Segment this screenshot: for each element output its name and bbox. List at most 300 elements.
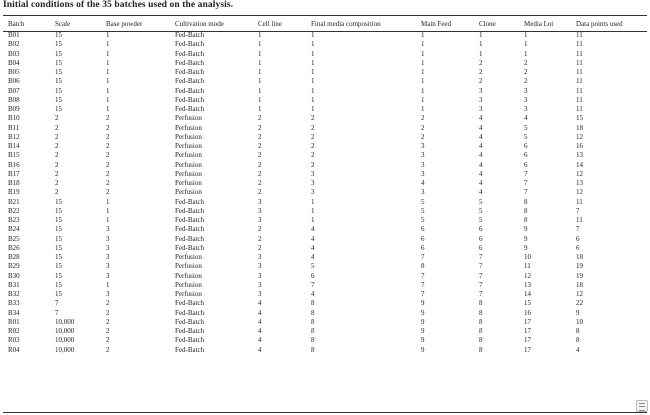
- cell-data-points-used: 11: [576, 40, 583, 49]
- cell-final-media-composition: 8: [311, 336, 315, 345]
- cell-scale: 15: [55, 206, 62, 215]
- cell-media-lot: 17: [524, 327, 531, 335]
- cell-base-powder: 1: [106, 197, 110, 206]
- cell-main-feed: 1: [421, 58, 425, 67]
- cell-scale: 15: [55, 31, 62, 39]
- cell-base-powder: 2: [106, 317, 110, 326]
- cell-batch: B01: [8, 31, 20, 39]
- cell-media-lot: 17: [524, 336, 531, 345]
- cell-cultivation-mode: Fed-Batch: [175, 105, 205, 113]
- cell-main-feed: 9: [421, 336, 425, 345]
- cell-media-lot: 4: [524, 114, 528, 123]
- bottom-rule: [3, 412, 647, 413]
- table-row: [3, 272, 647, 281]
- cell-media-lot: 3: [524, 86, 528, 95]
- cell-clone: 1: [479, 31, 483, 39]
- cell-main-feed: 1: [421, 105, 425, 113]
- cell-base-powder: 2: [106, 336, 110, 345]
- cell-scale: 15: [55, 77, 62, 86]
- cell-batch: B06: [8, 77, 20, 86]
- cell-media-lot: 16: [524, 308, 531, 317]
- table-row: [3, 59, 647, 68]
- cell-cultivation-mode: Fed-Batch: [175, 234, 205, 243]
- table-row: [3, 327, 647, 336]
- cell-cultivation-mode: Fed-Batch: [175, 317, 205, 326]
- cell-clone: 3: [479, 95, 483, 104]
- cell-data-points-used: 11: [576, 216, 583, 224]
- cell-clone: 8: [479, 308, 483, 317]
- cell-data-points-used: 6: [576, 243, 580, 252]
- cell-cultivation-mode: Fed-Batch: [175, 243, 205, 252]
- cell-media-lot: 1: [524, 49, 528, 58]
- cell-scale: 2: [55, 188, 59, 197]
- cell-clone: 2: [479, 68, 483, 76]
- cell-data-points-used: 13: [576, 179, 583, 187]
- cell-base-powder: 2: [106, 169, 110, 178]
- cell-data-points-used: 11: [576, 95, 583, 104]
- cell-batch: B03: [8, 49, 20, 58]
- cell-media-lot: 1: [524, 40, 528, 49]
- table-row: [3, 318, 647, 327]
- cell-base-powder: 2: [106, 327, 110, 335]
- cell-media-lot: 8: [524, 206, 528, 215]
- cell-clone: 4: [479, 142, 483, 150]
- cell-scale: 15: [55, 197, 62, 206]
- cell-data-points-used: 22: [576, 299, 583, 308]
- cell-cell-line: 1: [258, 86, 262, 95]
- cell-main-feed: 1: [421, 68, 425, 76]
- header-data-points-used: Data points used: [576, 19, 623, 28]
- cell-clone: 4: [479, 179, 483, 187]
- cell-data-points-used: 19: [576, 271, 583, 280]
- cell-scale: 15: [55, 253, 62, 261]
- cell-media-lot: 13: [524, 280, 531, 289]
- cell-main-feed: 2: [421, 123, 425, 132]
- cell-scale: 15: [55, 216, 62, 224]
- cell-final-media-composition: 2: [311, 114, 315, 123]
- cell-base-powder: 3: [106, 225, 110, 234]
- batches-table: [3, 17, 647, 355]
- table-row: [3, 309, 647, 318]
- table-row: [3, 77, 647, 86]
- cell-cell-line: 3: [258, 271, 262, 280]
- cell-media-lot: 9: [524, 243, 528, 252]
- table-row: [3, 105, 647, 114]
- cell-batch: B04: [8, 58, 20, 67]
- cell-batch: B09: [8, 105, 20, 113]
- cell-cell-line: 4: [258, 317, 262, 326]
- cell-media-lot: 3: [524, 105, 528, 113]
- top-rule: [3, 15, 647, 16]
- cell-scale: 15: [55, 243, 62, 252]
- table-row: [3, 30, 647, 40]
- cell-media-lot: 2: [524, 77, 528, 86]
- cell-cultivation-mode: Fed-Batch: [175, 336, 205, 345]
- cell-scale: 2: [55, 160, 59, 169]
- cell-final-media-composition: 1: [311, 58, 315, 67]
- cell-data-points-used: 18: [576, 253, 583, 261]
- table-row: [3, 170, 647, 179]
- cell-cell-line: 3: [258, 206, 262, 215]
- cell-cell-line: 1: [258, 58, 262, 67]
- table-row: [3, 225, 647, 234]
- cell-cell-line: 4: [258, 345, 262, 354]
- cell-base-powder: 1: [106, 105, 110, 113]
- cell-cultivation-mode: Fed-Batch: [175, 58, 205, 67]
- cell-final-media-composition: 4: [311, 225, 315, 234]
- cell-base-powder: 3: [106, 262, 110, 271]
- header-media-lot: Media Lot: [524, 19, 554, 28]
- cell-cell-line: 4: [258, 308, 262, 317]
- cell-data-points-used: 18: [576, 123, 583, 132]
- header-cell-line: Cell line: [258, 19, 282, 28]
- table-row: [3, 124, 647, 133]
- table-row: [3, 299, 647, 308]
- cell-cultivation-mode: Fed-Batch: [175, 206, 205, 215]
- cell-cell-line: 2: [258, 169, 262, 178]
- cell-media-lot: 6: [524, 142, 528, 150]
- cell-main-feed: 5: [421, 206, 425, 215]
- cell-cell-line: 2: [258, 142, 262, 150]
- cell-media-lot: 2: [524, 58, 528, 67]
- cell-cell-line: 4: [258, 336, 262, 345]
- cell-scale: 10,000: [55, 345, 75, 354]
- cell-base-powder: 2: [106, 188, 110, 197]
- cell-cultivation-mode: Fed-Batch: [175, 225, 205, 234]
- cell-cultivation-mode: Perfusion: [175, 179, 202, 187]
- cell-data-points-used: 6: [576, 234, 580, 243]
- cell-data-points-used: 11: [576, 86, 583, 95]
- cell-cell-line: 4: [258, 327, 262, 335]
- cell-final-media-composition: 2: [311, 123, 315, 132]
- cell-clone: 2: [479, 77, 483, 86]
- cell-cell-line: 3: [258, 280, 262, 289]
- cell-scale: 15: [55, 290, 62, 298]
- cell-final-media-composition: 1: [311, 77, 315, 86]
- cell-base-powder: 1: [106, 49, 110, 58]
- cell-data-points-used: 12: [576, 132, 583, 141]
- cell-batch: B18: [8, 179, 20, 187]
- header-clone: Clone: [479, 19, 496, 28]
- cell-data-points-used: 11: [576, 49, 583, 58]
- cell-cell-line: 2: [258, 179, 262, 187]
- document-icon[interactable]: [636, 400, 648, 412]
- cell-clone: 8: [479, 317, 483, 326]
- cell-data-points-used: 19: [576, 262, 583, 271]
- cell-data-points-used: 8: [576, 336, 580, 345]
- header-scale: Scale: [55, 19, 71, 28]
- cell-clone: 3: [479, 105, 483, 113]
- table-row: [3, 188, 647, 197]
- cell-main-feed: 9: [421, 327, 425, 335]
- cell-data-points-used: 8: [576, 327, 580, 335]
- cell-scale: 2: [55, 142, 59, 150]
- cell-batch: B05: [8, 68, 20, 76]
- cell-media-lot: 15: [524, 299, 531, 308]
- cell-main-feed: 7: [421, 280, 425, 289]
- header-batch: Batch: [8, 19, 25, 28]
- cell-base-powder: 2: [106, 160, 110, 169]
- cell-scale: 15: [55, 105, 62, 113]
- cell-cell-line: 2: [258, 234, 262, 243]
- table-row: [3, 68, 647, 77]
- cell-main-feed: 9: [421, 345, 425, 354]
- cell-cultivation-mode: Perfusion: [175, 253, 202, 261]
- cell-cell-line: 3: [258, 290, 262, 298]
- cell-scale: 15: [55, 234, 62, 243]
- cell-final-media-composition: 8: [311, 308, 315, 317]
- cell-main-feed: 9: [421, 308, 425, 317]
- cell-main-feed: 6: [421, 243, 425, 252]
- cell-cell-line: 3: [258, 197, 262, 206]
- cell-final-media-composition: 8: [311, 327, 315, 335]
- cell-media-lot: 11: [524, 262, 531, 271]
- cell-cultivation-mode: Fed-Batch: [175, 327, 205, 335]
- cell-media-lot: 3: [524, 95, 528, 104]
- cell-cell-line: 1: [258, 105, 262, 113]
- table-row: [3, 244, 647, 253]
- cell-base-powder: 3: [106, 253, 110, 261]
- cell-cell-line: 2: [258, 132, 262, 141]
- cell-media-lot: 2: [524, 68, 528, 76]
- cell-cultivation-mode: Fed-Batch: [175, 31, 205, 39]
- cell-media-lot: 7: [524, 179, 528, 187]
- cell-media-lot: 5: [524, 123, 528, 132]
- cell-media-lot: 6: [524, 160, 528, 169]
- cell-data-points-used: 12: [576, 188, 583, 197]
- cell-clone: 7: [479, 290, 483, 298]
- cell-final-media-composition: 2: [311, 132, 315, 141]
- cell-cultivation-mode: Perfusion: [175, 280, 202, 289]
- cell-clone: 3: [479, 86, 483, 95]
- cell-clone: 2: [479, 58, 483, 67]
- table-row: [3, 198, 647, 207]
- cell-base-powder: 1: [106, 77, 110, 86]
- cell-main-feed: 3: [421, 151, 425, 160]
- cell-base-powder: 2: [106, 179, 110, 187]
- cell-cell-line: 1: [258, 68, 262, 76]
- cell-scale: 2: [55, 179, 59, 187]
- cell-base-powder: 1: [106, 40, 110, 49]
- cell-clone: 1: [479, 49, 483, 58]
- header-row: [3, 17, 647, 30]
- cell-batch: B02: [8, 40, 20, 49]
- cell-batch: B22: [8, 206, 20, 215]
- cell-base-powder: 2: [106, 151, 110, 160]
- cell-final-media-composition: 5: [311, 262, 315, 271]
- cell-cultivation-mode: Fed-Batch: [175, 216, 205, 224]
- cell-data-points-used: 11: [576, 105, 583, 113]
- cell-batch: B29: [8, 262, 20, 271]
- table-row: [3, 262, 647, 271]
- cell-clone: 8: [479, 299, 483, 308]
- cell-batch: B25: [8, 234, 20, 243]
- cell-cultivation-mode: Fed-Batch: [175, 49, 205, 58]
- cell-scale: 7: [55, 308, 59, 317]
- table-row: [3, 87, 647, 96]
- cell-data-points-used: 7: [576, 206, 580, 215]
- cell-data-points-used: 12: [576, 290, 583, 298]
- cell-main-feed: 7: [421, 253, 425, 261]
- cell-media-lot: 9: [524, 225, 528, 234]
- cell-batch: B30: [8, 271, 20, 280]
- cell-scale: 7: [55, 299, 59, 308]
- cell-base-powder: 2: [106, 123, 110, 132]
- cell-base-powder: 2: [106, 132, 110, 141]
- cell-data-points-used: 7: [576, 225, 580, 234]
- cell-scale: 10,000: [55, 336, 75, 345]
- cell-final-media-composition: 2: [311, 151, 315, 160]
- cell-main-feed: 7: [421, 271, 425, 280]
- cell-final-media-composition: 6: [311, 271, 315, 280]
- cell-scale: 15: [55, 280, 62, 289]
- cell-media-lot: 10: [524, 253, 531, 261]
- cell-batch: B23: [8, 216, 20, 224]
- cell-cultivation-mode: Fed-Batch: [175, 40, 205, 49]
- cell-cell-line: 2: [258, 243, 262, 252]
- cell-batch: B28: [8, 253, 20, 261]
- cell-main-feed: 4: [421, 179, 425, 187]
- cell-base-powder: 3: [106, 243, 110, 252]
- cell-clone: 6: [479, 243, 483, 252]
- cell-cultivation-mode: Fed-Batch: [175, 345, 205, 354]
- cell-cultivation-mode: Perfusion: [175, 160, 202, 169]
- cell-batch: B33: [8, 299, 20, 308]
- table-row: [3, 216, 647, 225]
- cell-clone: 4: [479, 169, 483, 178]
- cell-base-powder: 1: [106, 68, 110, 76]
- cell-cultivation-mode: Fed-Batch: [175, 77, 205, 86]
- cell-media-lot: 8: [524, 216, 528, 224]
- cell-base-powder: 1: [106, 95, 110, 104]
- cell-data-points-used: 10: [576, 317, 583, 326]
- cell-cell-line: 3: [258, 253, 262, 261]
- cell-scale: 15: [55, 86, 62, 95]
- cell-data-points-used: 11: [576, 58, 583, 67]
- cell-scale: 15: [55, 271, 62, 280]
- table-row: [3, 179, 647, 188]
- cell-clone: 8: [479, 336, 483, 345]
- cell-base-powder: 1: [106, 216, 110, 224]
- cell-cell-line: 3: [258, 216, 262, 224]
- cell-final-media-composition: 4: [311, 243, 315, 252]
- cell-main-feed: 9: [421, 317, 425, 326]
- cell-data-points-used: 14: [576, 160, 583, 169]
- table-row: [3, 207, 647, 216]
- cell-main-feed: 5: [421, 216, 425, 224]
- cell-cultivation-mode: Perfusion: [175, 114, 202, 123]
- header-main-feed: Main Feed: [421, 19, 452, 28]
- cell-clone: 5: [479, 197, 483, 206]
- table-row: [3, 161, 647, 170]
- cell-scale: 2: [55, 132, 59, 141]
- cell-base-powder: 2: [106, 299, 110, 308]
- cell-batch: B10: [8, 114, 20, 123]
- cell-final-media-composition: 3: [311, 179, 315, 187]
- cell-final-media-composition: 1: [311, 105, 315, 113]
- cell-data-points-used: 11: [576, 68, 583, 76]
- cell-batch: B34: [8, 308, 20, 317]
- cell-final-media-composition: 1: [311, 40, 315, 49]
- cell-base-powder: 3: [106, 290, 110, 298]
- cell-clone: 8: [479, 345, 483, 354]
- cell-base-powder: 3: [106, 271, 110, 280]
- cell-scale: 10,000: [55, 317, 75, 326]
- cell-main-feed: 1: [421, 49, 425, 58]
- cell-cell-line: 1: [258, 95, 262, 104]
- cell-batch: B31: [8, 280, 20, 289]
- cell-main-feed: 2: [421, 114, 425, 123]
- cell-clone: 7: [479, 280, 483, 289]
- cell-cultivation-mode: Fed-Batch: [175, 299, 205, 308]
- cell-data-points-used: 11: [576, 31, 583, 39]
- cell-data-points-used: 4: [576, 345, 580, 354]
- cell-batch: B32: [8, 290, 20, 298]
- cell-base-powder: 2: [106, 308, 110, 317]
- cell-cultivation-mode: Perfusion: [175, 271, 202, 280]
- header-final-media-composition: Final media composition: [311, 19, 381, 28]
- cell-final-media-composition: 7: [311, 280, 315, 289]
- cell-base-powder: 3: [106, 234, 110, 243]
- cell-data-points-used: 15: [576, 114, 583, 123]
- cell-base-powder: 1: [106, 58, 110, 67]
- cell-base-powder: 1: [106, 31, 110, 39]
- cell-scale: 2: [55, 123, 59, 132]
- cell-scale: 2: [55, 151, 59, 160]
- cell-batch: B21: [8, 197, 20, 206]
- cell-scale: 2: [55, 114, 59, 123]
- cell-batch: R03: [8, 336, 20, 345]
- table-row: [3, 281, 647, 290]
- cell-scale: 15: [55, 49, 62, 58]
- cell-final-media-composition: 4: [311, 234, 315, 243]
- cell-main-feed: 1: [421, 77, 425, 86]
- cell-data-points-used: 11: [576, 197, 583, 206]
- cell-main-feed: 6: [421, 225, 425, 234]
- table-row: [3, 253, 647, 262]
- cell-base-powder: 2: [106, 114, 110, 123]
- cell-data-points-used: 18: [576, 280, 583, 289]
- cell-base-powder: 1: [106, 206, 110, 215]
- cell-main-feed: 9: [421, 299, 425, 308]
- cell-media-lot: 8: [524, 197, 528, 206]
- cell-cultivation-mode: Perfusion: [175, 123, 202, 132]
- cell-scale: 15: [55, 40, 62, 49]
- cell-batch: B12: [8, 132, 20, 141]
- cell-media-lot: 17: [524, 317, 531, 326]
- cell-scale: 15: [55, 95, 62, 104]
- cell-main-feed: 2: [421, 132, 425, 141]
- cell-clone: 1: [479, 40, 483, 49]
- cell-clone: 5: [479, 206, 483, 215]
- cell-final-media-composition: 2: [311, 142, 315, 150]
- cell-cultivation-mode: Perfusion: [175, 262, 202, 271]
- cell-cell-line: 2: [258, 188, 262, 197]
- table-row: [3, 96, 647, 105]
- cell-media-lot: 17: [524, 345, 531, 354]
- cell-main-feed: 6: [421, 234, 425, 243]
- cell-cultivation-mode: Perfusion: [175, 142, 202, 150]
- cell-final-media-composition: 1: [311, 95, 315, 104]
- cell-final-media-composition: 1: [311, 86, 315, 95]
- cell-base-powder: 1: [106, 86, 110, 95]
- cell-clone: 4: [479, 188, 483, 197]
- cell-batch: B14: [8, 142, 20, 150]
- table-row: [3, 40, 647, 49]
- cell-cultivation-mode: Fed-Batch: [175, 68, 205, 76]
- cell-final-media-composition: 8: [311, 317, 315, 326]
- cell-main-feed: 1: [421, 95, 425, 104]
